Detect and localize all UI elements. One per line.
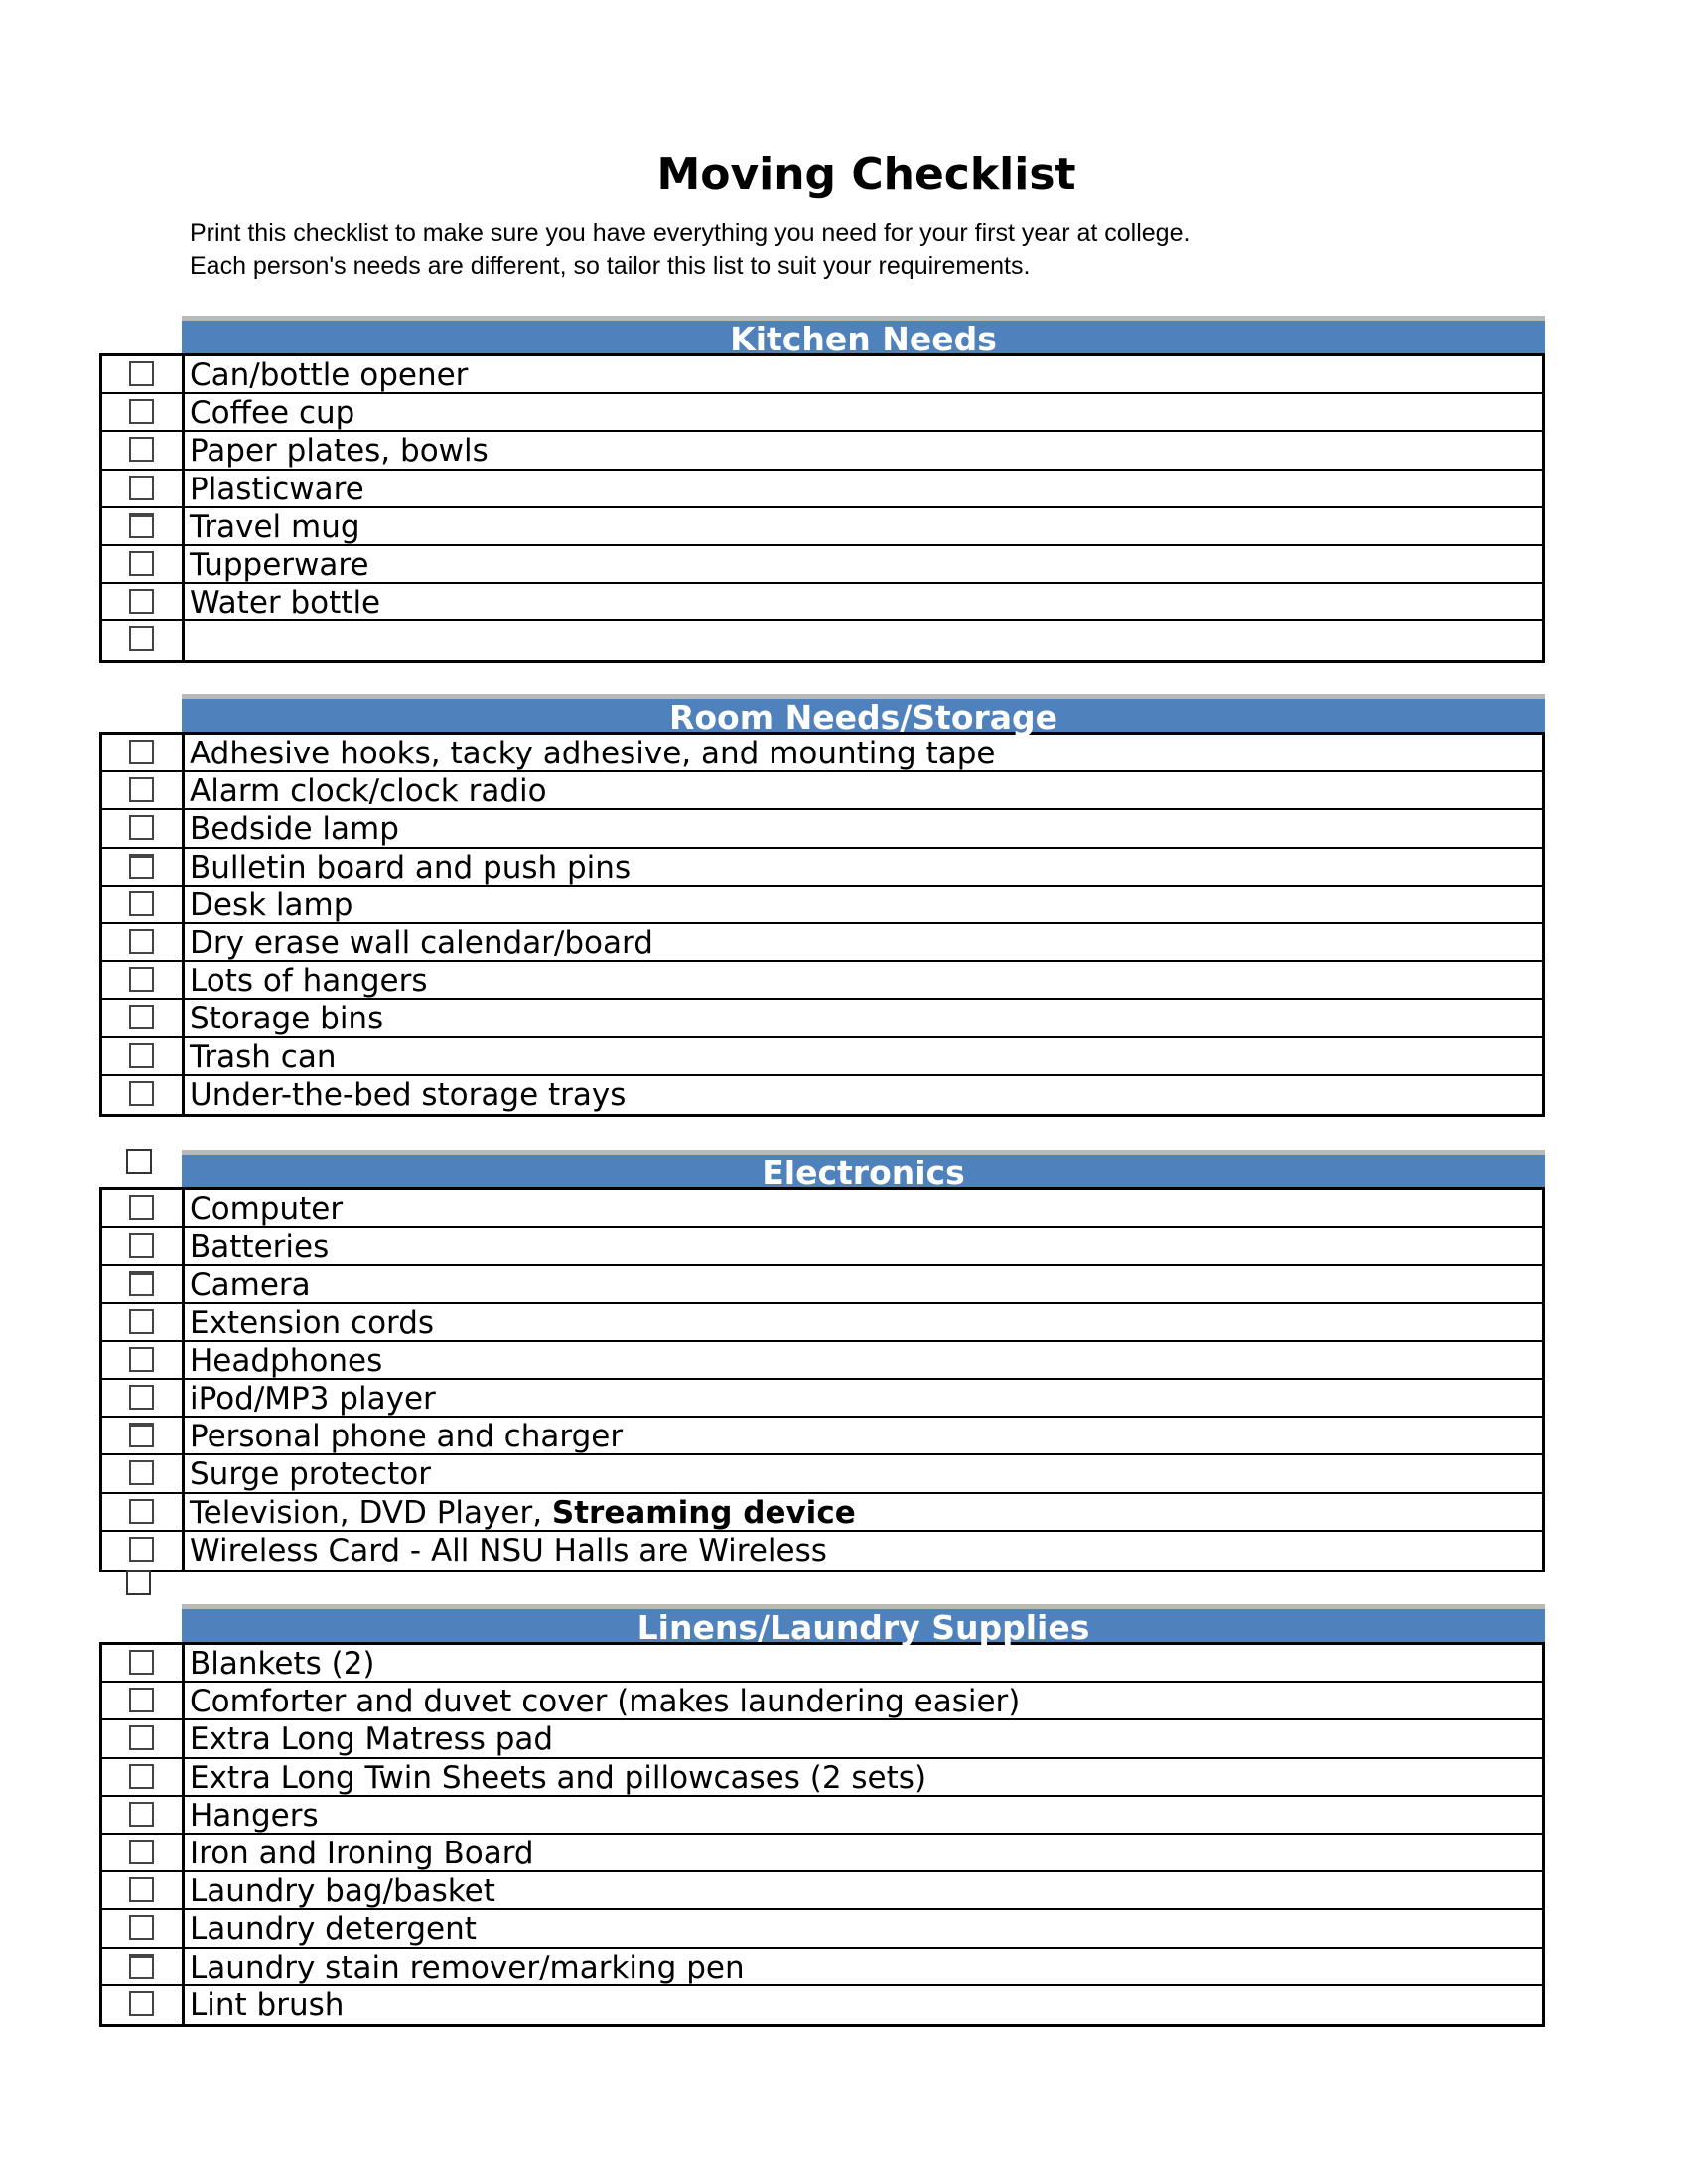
checkbox[interactable] bbox=[129, 589, 154, 614]
section-kitchen-needs bbox=[99, 316, 1545, 663]
list-item bbox=[102, 1228, 1542, 1266]
list-item bbox=[102, 1418, 1542, 1455]
checkbox[interactable] bbox=[126, 1570, 151, 1595]
list-item bbox=[102, 1494, 1542, 1532]
checkbox[interactable] bbox=[129, 1991, 154, 2016]
item-label: Paper plates, bowls bbox=[190, 433, 489, 469]
checkbox[interactable] bbox=[129, 1423, 154, 1447]
section-room-needs-storage bbox=[99, 694, 1545, 1117]
list-item bbox=[102, 1720, 1542, 1758]
checkbox[interactable] bbox=[129, 967, 154, 992]
item-label: Computer bbox=[190, 1191, 344, 1227]
checkbox[interactable] bbox=[129, 399, 154, 424]
item-label: Blankets (2) bbox=[190, 1646, 375, 1682]
list-item bbox=[102, 394, 1542, 432]
checkbox[interactable] bbox=[129, 551, 154, 576]
item-label: iPod/MP3 player bbox=[190, 1380, 436, 1417]
list-item bbox=[102, 546, 1542, 584]
list-item bbox=[102, 772, 1542, 810]
list-item bbox=[102, 1949, 1542, 1986]
item-label-text: Television, DVD Player, bbox=[190, 1494, 552, 1530]
item-label: Laundry bag/basket bbox=[190, 1873, 495, 1909]
list-item bbox=[102, 1304, 1542, 1342]
section-header bbox=[182, 1604, 1545, 1647]
item-label-bold: Streaming device bbox=[551, 1494, 856, 1530]
list-item bbox=[102, 1835, 1542, 1872]
checkbox[interactable] bbox=[129, 1043, 154, 1068]
item-label: Wireless Card - All NSU Halls are Wireless bbox=[190, 1532, 827, 1569]
checkbox[interactable] bbox=[129, 1385, 154, 1410]
list-item bbox=[102, 887, 1542, 924]
item-label: Adhesive hooks, tacky adhesive, and mounting tape bbox=[190, 736, 996, 771]
item-label: Laundry stain remover/marking pen bbox=[190, 1949, 745, 1984]
list-item bbox=[102, 1532, 1542, 1570]
checkbox[interactable] bbox=[129, 476, 154, 500]
checkbox[interactable] bbox=[129, 1802, 154, 1827]
list-item bbox=[102, 508, 1542, 546]
list-item bbox=[102, 1038, 1542, 1076]
intro-line-2: Each person's needs are different, so tailor this list to suit your requirements. bbox=[190, 252, 1031, 280]
checkbox[interactable] bbox=[129, 1537, 154, 1562]
list-item bbox=[102, 621, 1542, 659]
list-item bbox=[102, 1759, 1542, 1797]
checkbox[interactable] bbox=[129, 1195, 154, 1220]
item-label: Dry erase wall calendar/board bbox=[190, 924, 653, 961]
checkbox[interactable] bbox=[129, 1460, 154, 1485]
list-item bbox=[102, 1683, 1542, 1720]
section-linens-laundry bbox=[99, 1604, 1545, 2027]
item-label: Comforter and duvet cover (makes laundering easier) bbox=[190, 1684, 1021, 1719]
list-item bbox=[102, 1076, 1542, 1114]
section-header bbox=[182, 316, 1545, 358]
list-item bbox=[102, 471, 1542, 508]
checkbox[interactable] bbox=[129, 1271, 154, 1296]
checkbox[interactable] bbox=[129, 1650, 154, 1675]
item-label: Storage bins bbox=[190, 1001, 384, 1036]
checklist-rows bbox=[99, 732, 1545, 1117]
section-electronics bbox=[99, 1150, 1545, 1572]
list-item bbox=[102, 962, 1542, 1000]
checkbox[interactable] bbox=[129, 513, 154, 538]
section-title: Room Needs/Storage bbox=[668, 698, 1058, 737]
item-label: Water bottle bbox=[190, 585, 381, 620]
checkbox[interactable] bbox=[129, 1915, 154, 1940]
item-label: Plasticware bbox=[190, 471, 364, 506]
item-label: Can/bottle opener bbox=[190, 357, 469, 393]
item-label: Bedside lamp bbox=[190, 811, 399, 847]
checkbox[interactable] bbox=[129, 626, 154, 651]
list-item bbox=[102, 1455, 1542, 1493]
item-label: Camera bbox=[190, 1267, 311, 1302]
checkbox[interactable] bbox=[129, 777, 154, 802]
section-header bbox=[182, 694, 1545, 737]
checklist-rows bbox=[99, 353, 1545, 663]
checkbox[interactable] bbox=[129, 1954, 154, 1979]
checkbox[interactable] bbox=[129, 1499, 154, 1524]
section-title: Linens/Laundry Supplies bbox=[636, 1608, 1090, 1647]
list-item bbox=[102, 584, 1542, 621]
checkbox[interactable] bbox=[126, 1149, 152, 1174]
list-item bbox=[102, 735, 1542, 772]
item-label: Travel mug bbox=[190, 508, 360, 544]
list-item bbox=[102, 1000, 1542, 1037]
item-label bbox=[185, 1494, 1542, 1530]
checklist-rows bbox=[99, 1642, 1545, 2027]
item-label: Tupperware bbox=[190, 546, 369, 583]
list-item bbox=[102, 1986, 1542, 2024]
checkbox[interactable] bbox=[129, 815, 154, 840]
checkbox[interactable] bbox=[129, 854, 154, 879]
item-label: Headphones bbox=[190, 1342, 383, 1378]
item-label: Hangers bbox=[190, 1797, 319, 1833]
section-header bbox=[182, 1150, 1545, 1192]
item-label: Lint brush bbox=[190, 1986, 345, 2023]
item-label[interactable] bbox=[185, 621, 1542, 659]
list-item bbox=[102, 1797, 1542, 1835]
item-label: Surge protector bbox=[190, 1456, 431, 1492]
checkbox[interactable] bbox=[129, 1233, 154, 1258]
page-title: Moving Checklist bbox=[656, 149, 1076, 200]
item-label: Under-the-bed storage trays bbox=[190, 1076, 627, 1113]
item-label: Laundry detergent bbox=[190, 1911, 477, 1947]
checkbox[interactable] bbox=[129, 1877, 154, 1902]
checklist-rows bbox=[99, 1187, 1545, 1572]
checkbox[interactable] bbox=[129, 1081, 154, 1106]
list-item bbox=[102, 356, 1542, 394]
checkbox[interactable] bbox=[129, 1764, 154, 1789]
intro-line-1: Print this checklist to make sure you have everything you need for your first year at college. bbox=[190, 219, 1191, 247]
item-label: Bulletin board and push pins bbox=[190, 849, 632, 885]
list-item bbox=[102, 1266, 1542, 1303]
checkbox[interactable] bbox=[129, 1688, 154, 1712]
item-label: Coffee cup bbox=[190, 395, 355, 431]
list-item bbox=[102, 924, 1542, 962]
checkbox[interactable] bbox=[129, 1309, 154, 1334]
checkbox[interactable] bbox=[129, 1725, 154, 1750]
checkbox[interactable] bbox=[129, 1840, 154, 1864]
list-item bbox=[102, 1342, 1542, 1380]
list-item bbox=[102, 1190, 1542, 1228]
item-label: Trash can bbox=[190, 1038, 337, 1074]
item-label: Lots of hangers bbox=[190, 963, 428, 999]
list-item bbox=[102, 1380, 1542, 1418]
item-label: Personal phone and charger bbox=[190, 1419, 624, 1454]
checkbox[interactable] bbox=[129, 361, 154, 386]
checkbox[interactable] bbox=[129, 1005, 154, 1029]
item-label: Extension cords bbox=[190, 1304, 435, 1340]
section-title: Electronics bbox=[762, 1154, 965, 1192]
list-item bbox=[102, 1872, 1542, 1910]
checkbox[interactable] bbox=[129, 1347, 154, 1372]
item-label: Desk lamp bbox=[190, 887, 353, 922]
list-item bbox=[102, 1910, 1542, 1948]
item-label: Iron and Ironing Board bbox=[190, 1835, 534, 1871]
list-item bbox=[102, 432, 1542, 470]
checkbox[interactable] bbox=[129, 437, 154, 462]
list-item bbox=[102, 849, 1542, 887]
checkbox[interactable] bbox=[129, 891, 154, 916]
section-title: Kitchen Needs bbox=[730, 320, 997, 358]
list-item bbox=[102, 810, 1542, 848]
item-label: Extra Long Twin Sheets and pillowcases (2 sets) bbox=[190, 1759, 927, 1795]
item-label: Extra Long Matress pad bbox=[190, 1721, 554, 1757]
checkbox[interactable] bbox=[129, 740, 154, 764]
list-item bbox=[102, 1645, 1542, 1683]
checkbox[interactable] bbox=[129, 929, 154, 954]
item-label: Alarm clock/clock radio bbox=[190, 773, 547, 809]
item-label: Batteries bbox=[190, 1229, 330, 1265]
